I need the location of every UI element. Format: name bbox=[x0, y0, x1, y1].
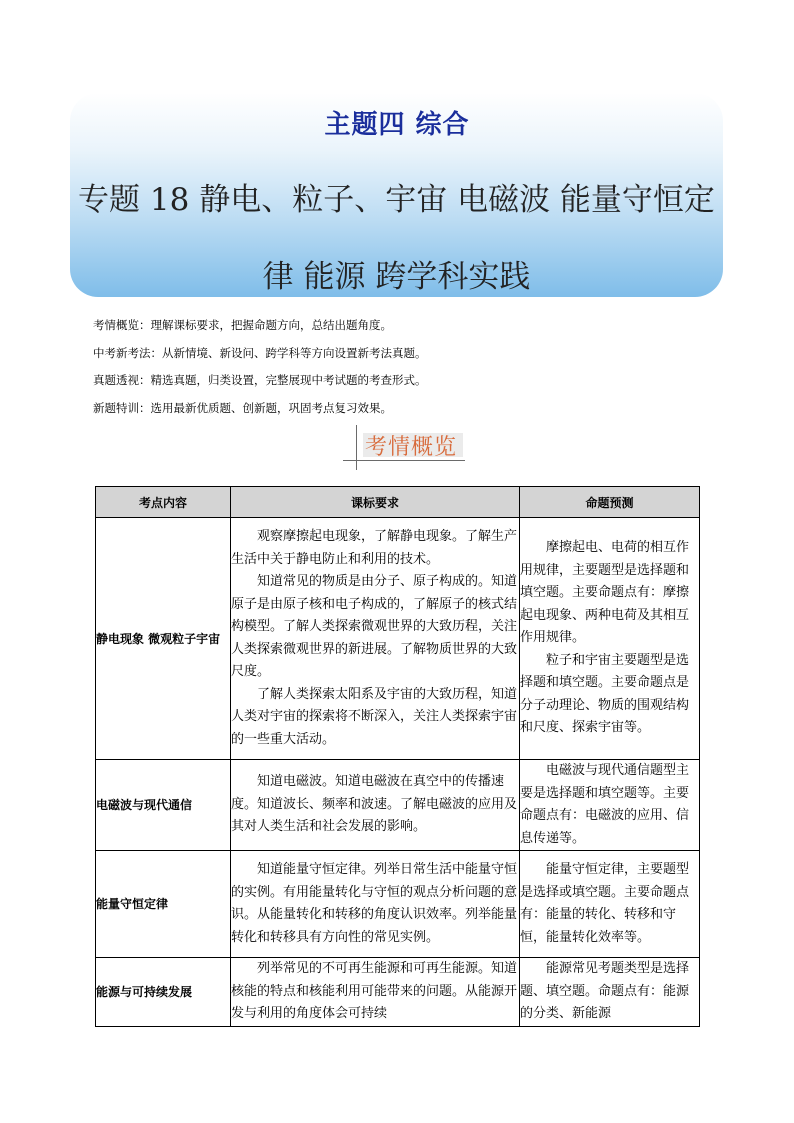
prediction-cell bbox=[520, 851, 700, 958]
col-header-requirement: 课标要求 bbox=[231, 487, 520, 518]
requirement-paragraph: 知道常见的物质是由分子、原子构成的。知道原子是由原子核和电子构成的，了解原子的核式结构模型。了解人类探索微观世界的大致历程，关注人类探索微观世界的新进展。了解物质世界的大致尺度。 bbox=[231, 574, 518, 679]
topic-title-rest: 静电、粒子、宇宙 电磁波 能量守恒定 bbox=[199, 182, 715, 218]
requirement-cell bbox=[231, 518, 520, 760]
prediction-paragraph: 粒子和宇宙主要题型是选择题和填空题。主要命题点是分子动理论、物质的围观结构和尺度、探索宇宙等。 bbox=[520, 652, 690, 736]
prediction-paragraph: 能源常见考题类型是选择题、填空题。命题点有：能源的分类、新能源 bbox=[520, 961, 690, 1021]
prediction-paragraph: 能量守恒定律，主要题型是选择或填空题。主要命题点有：能量的转化、转移和守恒，能量转化效率等。 bbox=[520, 862, 690, 945]
requirement-paragraph: 了解人类探索太阳系及宇宙的大致历程，知道人类对宇宙的探索将不断深入，关注人类探索宇宙的一些重大活动。 bbox=[231, 686, 518, 747]
prediction-cell bbox=[520, 958, 700, 1027]
intro-item: 新题特训：选用最新优质题、创新题，巩固考点复习效果。 bbox=[93, 400, 392, 415]
point-cell: 静电现象 微观粒子宇宙 bbox=[96, 518, 231, 760]
col-header-prediction: 命题预测 bbox=[520, 487, 700, 518]
table-header-row bbox=[96, 487, 700, 518]
point-cell: 能量守恒定律 bbox=[96, 851, 231, 958]
theme-title: 主题四 综合 bbox=[324, 110, 470, 140]
point-cell: 电磁波与现代通信 bbox=[96, 760, 231, 851]
requirement-cell bbox=[231, 851, 520, 958]
col-header-point: 考点内容 bbox=[96, 487, 231, 518]
table-row bbox=[96, 518, 700, 760]
topic-title-line1 bbox=[70, 174, 723, 219]
requirement-paragraph: 观察摩擦起电现象，了解静电现象。了解生产生活中关于静电防止和利用的技术。 bbox=[231, 529, 518, 567]
intro-item: 中考新考法：从新情境、新设问、跨学科等方向设置新考法真题。 bbox=[93, 345, 427, 360]
prediction-paragraph: 摩擦起电、电荷的相互作用规律，主要题型是选择题和填空题。主要命题点有：摩擦起电现象、两种电荷及其相互作用规律。 bbox=[520, 540, 690, 646]
table-row bbox=[96, 851, 700, 958]
section-heading-vline bbox=[356, 425, 357, 470]
table-row bbox=[96, 760, 700, 851]
point-cell: 能源与可持续发展 bbox=[96, 958, 231, 1027]
table-row bbox=[96, 958, 700, 1027]
requirement-paragraph: 列举常见的不可再生能源和可再生能源。知道核能的特点和核能利用可能带来的问题。从能源开发与利用的角度体会可持续 bbox=[231, 961, 518, 1021]
requirement-cell bbox=[231, 760, 520, 851]
requirement-paragraph: 知道电磁波。知道电磁波在真空中的传播速度。知道波长、频率和波速。了解电磁波的应用及其对人类生活和社会发展的影响。 bbox=[231, 774, 518, 835]
topic-title-line2: 律 能源 跨学科实践 bbox=[262, 259, 531, 295]
requirement-cell bbox=[231, 958, 520, 1027]
intro-list bbox=[93, 318, 713, 428]
prediction-cell bbox=[520, 518, 700, 760]
prediction-paragraph: 电磁波与现代通信题型主要是选择题和填空题等。主要命题点有：电磁波的应用、信息传递等。 bbox=[520, 763, 690, 846]
topic-prefix: 专题 bbox=[78, 182, 141, 218]
intro-item: 考情概览：理解课标要求，把握命题方向，总结出题角度。 bbox=[93, 318, 392, 332]
section-heading bbox=[343, 425, 468, 471]
requirement-paragraph: 知道能量守恒定律。列举日常生活中能量守恒的实例。有用能量转化与守恒的观点分析问题的意识。从能量转化和转移的角度认识效率。列举能量转化和转移具有方向性的常见实例。 bbox=[231, 862, 518, 945]
topic-number: 18 bbox=[149, 182, 190, 218]
exam-overview-table bbox=[95, 486, 700, 1027]
prediction-cell bbox=[520, 760, 700, 851]
intro-item: 真题透视：精选真题，归类设置，完整展现中考试题的考查形式。 bbox=[93, 373, 427, 387]
section-heading-text: 考情概览 bbox=[365, 435, 458, 460]
